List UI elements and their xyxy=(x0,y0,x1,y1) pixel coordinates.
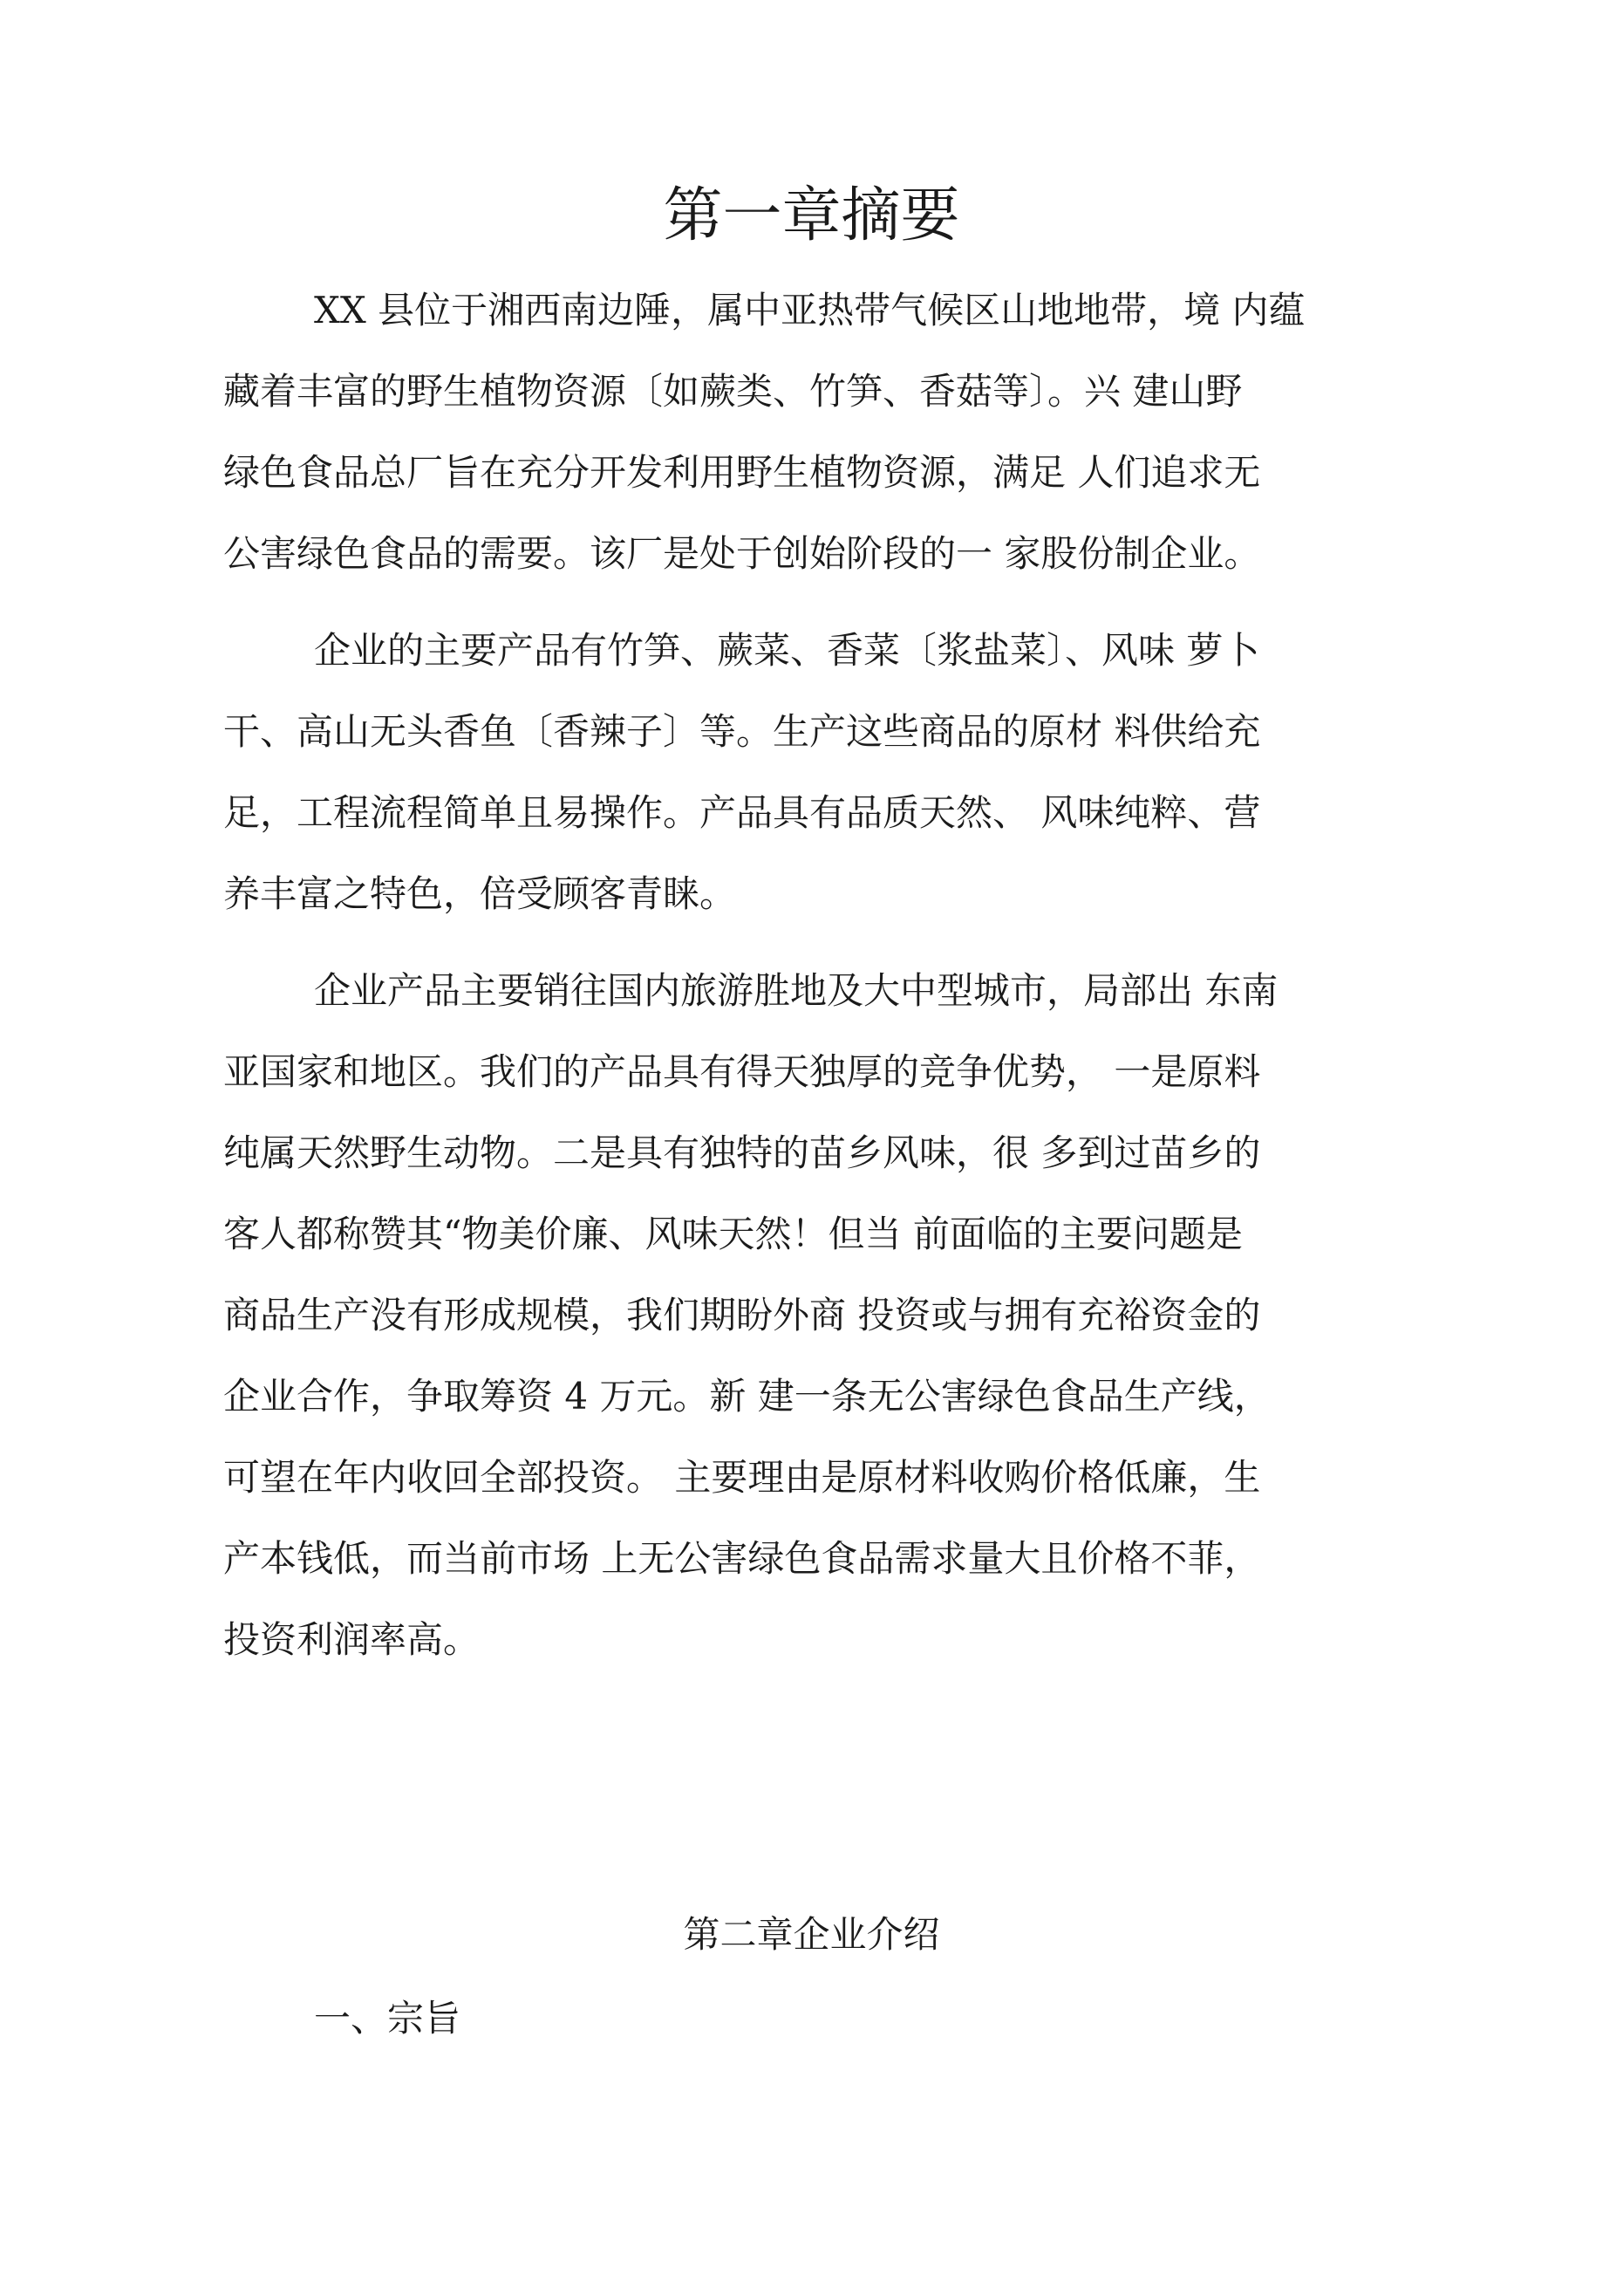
chapter-1-title: 第一章摘要 xyxy=(663,181,960,250)
paragraph-2-line-1: 企业的主要产品有竹笋、蕨菜、香菜〔浆盐菜〕、风味 萝卜 xyxy=(314,629,1260,672)
paragraph-3-line-6: 企业合作，争取筹资 4 万元。新 建一条无公害绿色食品生产线， xyxy=(223,1375,1271,1418)
paragraph-1-line-3: 绿色食品总厂旨在充分开发利用野生植物资源，满足 人们追求无 xyxy=(223,451,1261,494)
paragraph-3-line-7: 可望在年内收回全部投资。 主要理由是原材料收购价格低廉，生 xyxy=(223,1456,1261,1499)
paragraph-2-line-2: 干、高山无头香鱼〔香辣子〕等。生产这些商品的原材 料供给充 xyxy=(223,710,1261,753)
paragraph-2-line-3: 足，工程流程简单且易操作。产品具有品质天然、 风味纯粹、营 xyxy=(223,791,1261,834)
paragraph-3-line-2: 亚国家和地区。我们的产品具有得天独厚的竞争优势， 一是原料 xyxy=(223,1050,1261,1093)
paragraph-3-line-1: 企业产品主要销往国内旅游胜地及大中型城市，局部出 东南 xyxy=(314,969,1279,1012)
paragraph-2-line-4: 养丰富之特色，倍受顾客青睐。 xyxy=(223,872,737,915)
paragraph-1-line-2: 藏着丰富的野生植物资源〔如蕨类、竹笋、香菇等〕。兴 建山野 xyxy=(223,370,1243,413)
paragraph-3-line-4: 客人都称赞其“物美价廉、风味天然！但当 前面临的主要问题是 xyxy=(223,1213,1243,1255)
paragraph-1-line-1: XX 县位于湘西南边陲，属中亚热带气候区山地地带，境 内蕴 xyxy=(314,289,1306,331)
chapter-2-title: 第二章企业介绍 xyxy=(683,1913,940,1956)
section-heading-purpose: 一、宗旨 xyxy=(314,1997,461,2040)
paragraph-3-line-8: 产本钱低，而当前市场 上无公害绿色食品需求量大且价格不菲， xyxy=(223,1537,1261,1580)
paragraph-3-line-3: 纯属天然野生动物。二是具有独特的苗乡风味，很 多到过苗乡的 xyxy=(223,1131,1261,1174)
paragraph-3-line-5: 商品生产没有形成规模，我们期盼外商 投资或与拥有充裕资金的 xyxy=(223,1294,1261,1336)
paragraph-3-line-9: 投资利润率高。 xyxy=(223,1618,481,1661)
paragraph-1-line-4: 公害绿色食品的需要。该厂是处于创始阶段的一 家股份制企业。 xyxy=(223,532,1261,575)
